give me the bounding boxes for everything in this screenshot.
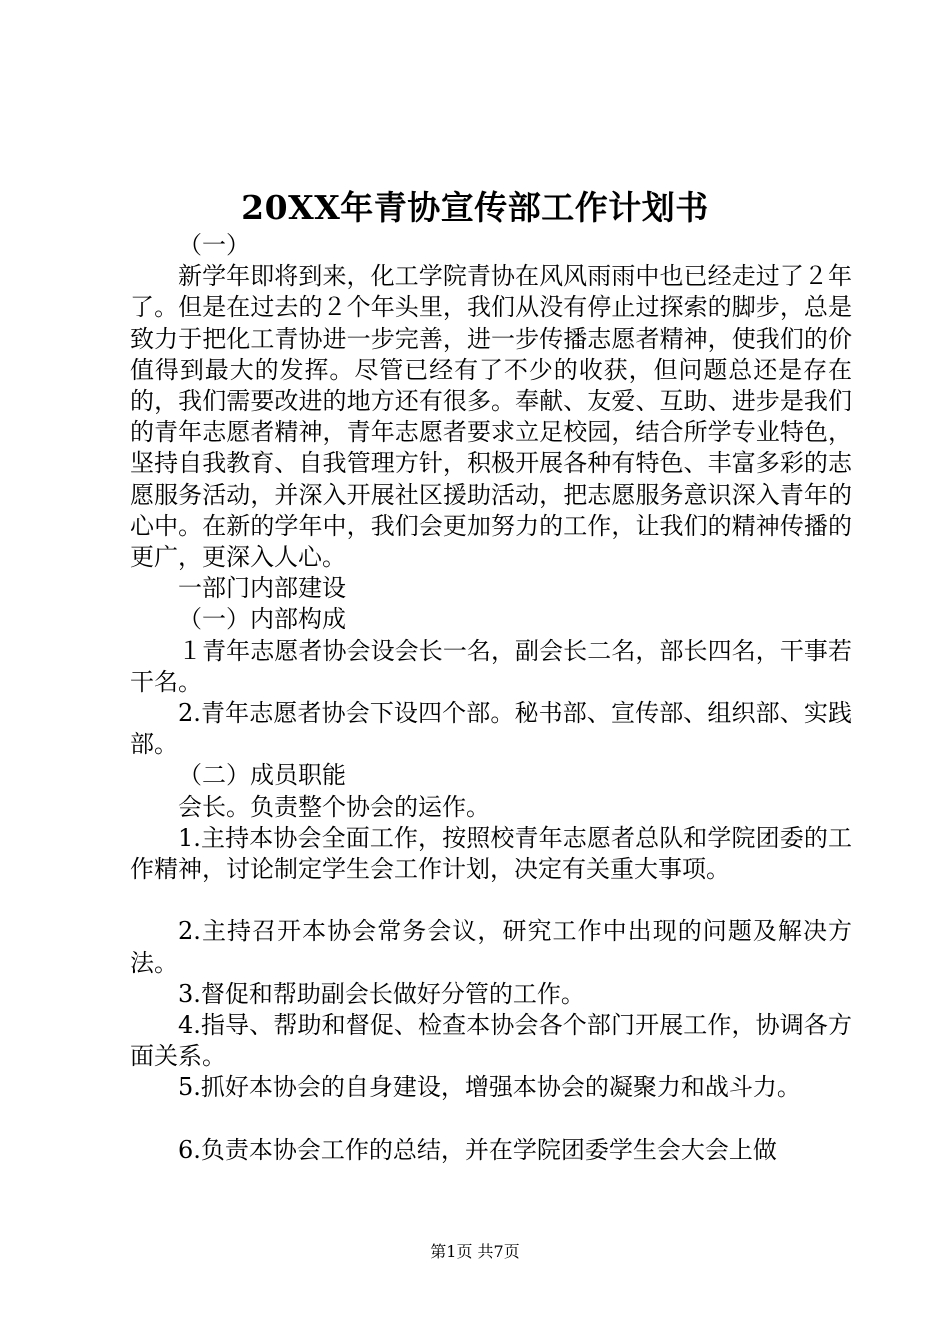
subsection-heading: （二）成员职能 [178,761,346,790]
document-title: 20XX年青协宣传部工作计划书 [241,188,709,227]
list-item: 2.主持召开本协会常务会议，研究工作中出现的问题及解决方法。 [130,917,852,977]
section-heading: 一部门内部建设 [178,574,346,603]
role-heading: 会长。负责整个协会的运作。 [178,792,490,821]
list-item: 6.负责本协会工作的总结，并在学院团委学生会大会上做 [178,1135,777,1164]
section-marker: （一） [178,231,250,259]
list-item: 2.青年志愿者协会下设四个部。秘书部、宣传部、组织部、实践部。 [130,699,852,759]
list-item: 3.督促和帮助副会长做好分管的工作。 [178,979,585,1008]
list-item: 5.抓好本协会的自身建设，增强本协会的凝聚力和战斗力。 [178,1073,801,1102]
page-footer: 第1页 共7页 [430,1242,520,1261]
document-body [130,230,852,1166]
subsection-heading: （一）内部构成 [178,605,346,634]
list-item: 1.主持本协会全面工作，按照校青年志愿者总队和学院团委的工作精神，讨论制定学生会工作计划，决定有关重大事项。 [130,823,852,884]
list-item: 4.指导、帮助和督促、检查本协会各个部门开展工作，协调各方面关系。 [130,1011,852,1071]
list-item: １青年志愿者协会设会长一名，副会长二名，部长四名，干事若干名。 [130,636,852,696]
intro-paragraph: 新学年即将到来，化工学院青协在风风雨雨中也已经走过了２年了。但是在过去的２个年头里，我们从没有停止过探索的脚步，总是致力于把化工青协进一步完善，进一步传播志愿者精神，使我们的价值得到最大的发挥。尽管已经有了不少的收获，但问题总还是存在的，我们需要改进的地方还有很多。奉献、友爱、互助、进步是我们的青年志愿者精神，青年志愿者要求立足校园，结合所学专业特色，坚持自我教育、自我管理方针，积极开展各种有特色、丰富多彩的志愿服务活动，并深入开展社区援助活动，把志愿服务意识深入青年的心中。在新的学年中，我们会更加努力的工作，让我们的精神传播的更广，更深入人心。 [130,262,852,572]
